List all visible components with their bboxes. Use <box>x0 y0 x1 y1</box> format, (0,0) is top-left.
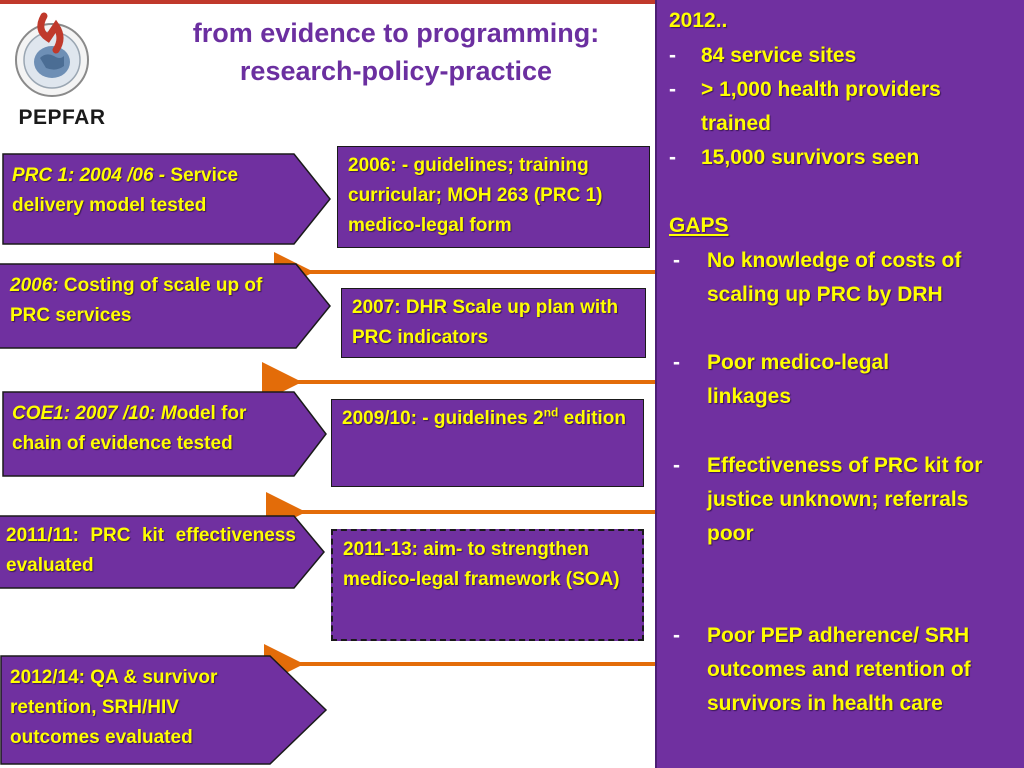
timeline-box-2 <box>0 263 332 349</box>
policy-box-1 <box>337 146 650 248</box>
policy-text-2: 2007: DHR Scale up plan with PRC indicators <box>352 297 619 348</box>
policy-box-3 <box>331 399 644 487</box>
policy-text-4: 2011-13: aim- to strengthen medico-legal framework (SOA) <box>343 539 620 590</box>
timeline-text-4: 2011/11: PRC kit effectiveness evaluated <box>6 525 296 576</box>
timeline-text-2: 2006: Costing of scale up of PRC services <box>10 275 263 326</box>
achievement-2: > 1,000 health providers trained <box>701 78 941 135</box>
policy-text-3: 2009/10: - guidelines 2nd edition <box>342 405 626 429</box>
achievement-1: 84 service sites <box>701 44 857 67</box>
timeline-text-3: COE1: 2007 /10: Model for chain of evidence tested <box>12 403 247 454</box>
bullet-dash: - <box>673 351 680 374</box>
panel-year: 2012.. <box>669 9 728 32</box>
timeline-box-1 <box>2 153 332 245</box>
title-line-2: research-policy-practice <box>239 56 553 86</box>
bullet-dash: - <box>673 454 680 477</box>
timeline-box-3 <box>2 391 328 477</box>
bullet-dash: - <box>669 44 676 67</box>
summary-panel <box>655 0 1024 768</box>
policy-box-2 <box>341 288 646 358</box>
timeline-text-1: PRC 1: 2004 /06 - Service delivery model tested <box>12 165 239 216</box>
timeline-text-5: 2012/14: QA & survivor retention, SRH/HIV outcomes evaluated <box>10 667 218 748</box>
gap-2: Poor medico-legal linkages <box>707 351 890 408</box>
gap-4: Poor PEP adherence/ SRH outcomes and retention of survivors in health care <box>707 624 971 715</box>
gap-1: No knowledge of costs of scaling up PRC by DRH <box>707 249 962 306</box>
bullet-dash: - <box>669 78 676 101</box>
gap-3: Effectiveness of PRC kit for justice unknown; referrals poor <box>707 454 983 545</box>
policy-box-4 <box>331 529 644 641</box>
gaps-heading: GAPS <box>669 214 729 237</box>
timeline-box-5 <box>0 655 328 765</box>
bullet-dash: - <box>673 249 680 272</box>
policy-text-1: 2006: - guidelines; training curricular; MOH 263 (PRC 1) medico-legal form <box>348 155 603 236</box>
bullet-dash: - <box>669 146 676 169</box>
timeline-box-4 <box>0 515 326 589</box>
logo-text: PEPFAR <box>18 106 106 129</box>
bullet-dash: - <box>673 624 680 647</box>
achievement-3: 15,000 survivors seen <box>701 146 920 169</box>
title-line-1: from evidence to programming: <box>192 18 600 48</box>
